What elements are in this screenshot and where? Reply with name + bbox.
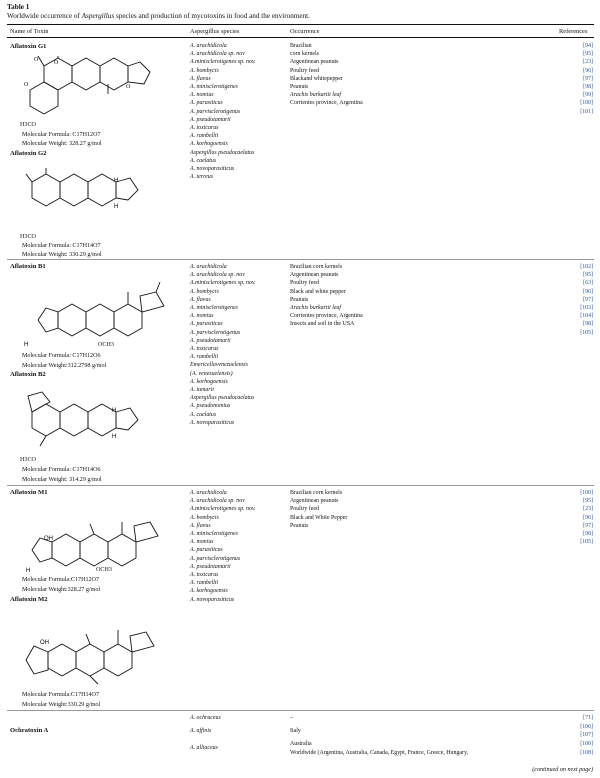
formula-g1: Molecular Formula: C17H12O7 bbox=[22, 132, 101, 138]
occurrence-item: Brazilian corn kernels bbox=[290, 490, 343, 496]
och3-label-g2: H3CO bbox=[20, 234, 36, 240]
continued-note: (continued on next page) bbox=[532, 767, 593, 773]
weight-b1: Molecular Weight:312.2798 g/mol bbox=[22, 363, 107, 369]
reference-link: [96] bbox=[583, 288, 593, 295]
species-item: A. toxicarus bbox=[190, 125, 219, 132]
h-label-b2: H bbox=[112, 408, 117, 414]
species-item: A. tamarii bbox=[190, 387, 214, 394]
occurrence-item: Peanuts bbox=[290, 522, 309, 529]
species-item: A. parvisclerotigenus bbox=[190, 108, 241, 115]
occurrence-item: Argentinean peanuts bbox=[290, 272, 339, 279]
col-header-references: References bbox=[559, 28, 588, 35]
och3-label-b2: H3CO bbox=[20, 457, 36, 463]
reference-link: [96] bbox=[583, 514, 593, 521]
reference-link: [95] bbox=[583, 51, 593, 58]
svg-text:O: O bbox=[126, 84, 131, 90]
ochra-occ-0: – bbox=[290, 715, 293, 721]
weight-g1: Molecular Weight: 328.27 g/mol bbox=[22, 141, 102, 147]
occurrence-item: Arachis burkartii leaf bbox=[290, 92, 342, 99]
occurrence-item: Corrientes province, Argentina bbox=[290, 313, 363, 320]
toxin-name-g2: Aflatoxin G2 bbox=[10, 150, 47, 157]
reference-link: [101] bbox=[580, 108, 593, 115]
species-item: A. flavus bbox=[190, 522, 211, 529]
ochra-occ-2a: Australia bbox=[290, 741, 312, 747]
reference-link: [102] bbox=[580, 264, 593, 270]
och3-label-m1: OCH3 bbox=[96, 567, 112, 573]
ochra-species-0: A. ochraceus bbox=[190, 715, 221, 721]
oh-label-m2: OH bbox=[40, 640, 49, 646]
ochra-occ-2b: Worldwide (Argentina, Australia, Canada, Egypt, France, Greece, Hungary, bbox=[290, 750, 468, 756]
species-item: Aspergillus pseudocaelatus bbox=[190, 149, 255, 156]
svg-text:O: O bbox=[24, 82, 29, 88]
occurrence-item: Peanuts bbox=[290, 296, 309, 303]
species-item: (A. venezuelensis) bbox=[190, 370, 233, 377]
species-item: A. arachidicola bbox=[190, 43, 227, 49]
species-item: A. parvisclerotigenus bbox=[190, 329, 241, 336]
species-item: A. pseudotamarii bbox=[190, 563, 231, 570]
species-item: A. korhogoensis bbox=[190, 588, 228, 595]
species-item: A. pseudonomius bbox=[190, 403, 231, 410]
species-item: A. caelatus bbox=[190, 157, 217, 164]
reference-link: [97] bbox=[583, 296, 593, 303]
reference-link: [23] bbox=[583, 59, 593, 66]
toxin-name-m1: Aflatoxin M1 bbox=[10, 489, 48, 496]
ochra-ref-2a: [100] bbox=[580, 741, 593, 747]
species-item: A. rambellii bbox=[190, 580, 219, 587]
occurrence-list-2 bbox=[290, 263, 363, 329]
species-item: A. toxicarus bbox=[190, 346, 219, 353]
reference-link: [98] bbox=[583, 84, 593, 91]
species-item: A. pseudotamarii bbox=[190, 116, 231, 123]
occurrence-item: Black and White Pepper bbox=[290, 514, 348, 521]
occurrence-item: Brazilian bbox=[290, 43, 312, 49]
reference-link: [98] bbox=[583, 531, 593, 538]
species-list-3 bbox=[190, 489, 256, 604]
structure-aflatoxin-m1 bbox=[10, 504, 170, 574]
reference-link: [98] bbox=[583, 321, 593, 328]
refs-list-1 bbox=[580, 42, 593, 116]
species-item: A. korhogoensis bbox=[190, 141, 228, 148]
ochra-ref-2b: [108] bbox=[580, 750, 593, 756]
reference-link: [105] bbox=[580, 329, 593, 336]
h-label-g2: H bbox=[114, 178, 119, 184]
formula-g2: Molecular Formula: C17H14O7 bbox=[22, 243, 101, 249]
species-item: A. caelatus bbox=[190, 411, 217, 418]
structure-aflatoxin-g1 bbox=[14, 56, 164, 122]
species-item: A. minisclerotigenes bbox=[190, 305, 238, 312]
och3-label-b1: OCH3 bbox=[98, 342, 114, 348]
species-item: A. parasiticus bbox=[190, 547, 223, 554]
weight-g2: Molecular Weight: 330.29 g/mol bbox=[22, 252, 102, 258]
occurrence-item: corn kernels bbox=[290, 51, 319, 58]
svg-text:O: O bbox=[34, 57, 39, 63]
species-list-1 bbox=[190, 42, 256, 181]
refs-list-2 bbox=[580, 263, 593, 337]
occurrence-list-3 bbox=[290, 489, 347, 530]
col-header-toxin: Name of Toxin bbox=[10, 28, 49, 35]
species-item: A. toxicarus bbox=[190, 572, 219, 579]
col-header-occurrence: Occurrence bbox=[290, 28, 320, 35]
reference-link: [99] bbox=[583, 92, 593, 99]
species-item: A. minisclerotigenes bbox=[190, 531, 238, 538]
species-item: A.minisclerotigenes sp. nov. bbox=[190, 280, 256, 287]
structure-aflatoxin-b1 bbox=[10, 276, 170, 348]
species-item: A. parvisclerotigenus bbox=[190, 555, 241, 562]
species-item: A. bombycis bbox=[190, 288, 219, 295]
species-item: A. bombycis bbox=[190, 67, 219, 74]
occurrence-item: Peanuts bbox=[290, 84, 309, 91]
header-rule bbox=[7, 37, 594, 38]
formula-m2: Molecular Formula:C17H14O7 bbox=[22, 692, 100, 698]
ochra-ref-1a: [106] bbox=[580, 724, 593, 730]
species-item: A. parasiticus bbox=[190, 100, 223, 107]
oh-label-m1: OH bbox=[44, 536, 53, 542]
species-item: A. korhogoensis bbox=[190, 378, 228, 385]
occurrence-item: Poultry feed bbox=[290, 67, 319, 74]
species-item: A. nomius bbox=[190, 313, 214, 320]
h-label-b1: H bbox=[24, 342, 29, 348]
occurrence-item: Argentinean peanuts bbox=[290, 498, 339, 505]
ochra-ref-1b: [107] bbox=[580, 732, 593, 738]
occurrence-item: Brazilian corn kernels bbox=[290, 264, 343, 270]
reference-link: [103] bbox=[580, 305, 593, 312]
species-item: A. novoparasiticus bbox=[190, 166, 235, 173]
occurrence-item: Blackand whitepepper bbox=[290, 75, 343, 82]
species-item: A. minisclerotigenes bbox=[190, 84, 238, 91]
h-label-m1: H bbox=[26, 568, 31, 574]
species-item: A. rambellii bbox=[190, 133, 219, 140]
species-item: A. nomius bbox=[190, 539, 214, 546]
toxin-name-ochratoxin-a: Ochratoxin A bbox=[10, 727, 49, 734]
species-item: A. arachidicola bbox=[190, 490, 227, 496]
toxin-name-b1: Aflatoxin B1 bbox=[10, 263, 46, 270]
occurrence-item: Corrientes province, Argentina bbox=[290, 100, 363, 107]
species-item: A. novoparasiticus bbox=[190, 596, 235, 603]
occurrence-item: Poultry feed bbox=[290, 280, 319, 287]
occurrence-item: Black and white pepper bbox=[290, 288, 346, 295]
reference-link: [105] bbox=[580, 539, 593, 546]
reference-link: [100] bbox=[580, 100, 593, 107]
ochra-species-1: A. affinis bbox=[190, 728, 212, 734]
weight-b2: Molecular Weight: 314.29 g/mol bbox=[22, 477, 102, 483]
weight-m1: Molecular Weight:328.27 g/mol bbox=[22, 587, 101, 593]
species-item: A. novoparasiticus bbox=[190, 419, 235, 426]
table-caption bbox=[7, 3, 310, 21]
species-item: A. bombycis bbox=[190, 514, 219, 521]
species-item: A.minisclerotigenes sp. nov. bbox=[190, 506, 256, 513]
reference-link: [97] bbox=[583, 522, 593, 529]
ochra-ref-0: [71] bbox=[583, 715, 593, 721]
table-label: Table 1 bbox=[7, 3, 30, 11]
species-list-2 bbox=[190, 263, 256, 427]
h-label-g2b: H bbox=[114, 204, 119, 210]
weight-m2: Molecular Weight:330.29 g/mol bbox=[22, 702, 101, 708]
reference-link: [95] bbox=[583, 272, 593, 279]
species-item: A. parasiticus bbox=[190, 321, 223, 328]
structure-aflatoxin-m2 bbox=[14, 616, 164, 690]
refs-list-3 bbox=[580, 489, 593, 546]
reference-link: [96] bbox=[583, 67, 593, 74]
svg-text:O: O bbox=[54, 60, 59, 66]
species-item: A. pseudotamarii bbox=[190, 337, 231, 344]
species-item: A. arachidicola sp. nov bbox=[190, 51, 245, 58]
occurrence-item: Insects and soil in the USA bbox=[290, 321, 355, 328]
toxin-name-b2: Aflatoxin B2 bbox=[10, 371, 46, 378]
species-item: A. arachidicola sp. nov bbox=[190, 272, 245, 279]
formula-m1: Molecular Formula:C17H12O7 bbox=[22, 577, 100, 583]
occurrence-item: Arachis burkartii leaf bbox=[290, 305, 342, 312]
reference-link: [95] bbox=[583, 498, 593, 505]
h-label-b2b: H bbox=[112, 434, 117, 440]
reference-link: [104] bbox=[580, 313, 593, 320]
reference-link: [97] bbox=[583, 75, 593, 82]
reference-link: [94] bbox=[583, 43, 593, 49]
species-item: A.minisclerotigenes sp. nov. bbox=[190, 59, 256, 66]
reference-link: [63] bbox=[583, 280, 593, 287]
species-item: A. arachidicola bbox=[190, 264, 227, 270]
caption-text: Worldwide occurrence of Aspergillus species and production of mycotoxins in food and the environment. bbox=[7, 12, 310, 20]
toxin-name-m2: Aflatoxin M2 bbox=[10, 596, 48, 603]
species-item: A. arachidicola sp. nov bbox=[190, 498, 245, 505]
reference-link: [23] bbox=[583, 506, 593, 513]
structure-aflatoxin-b2 bbox=[14, 390, 164, 456]
species-item: Emericellavenezuelensis bbox=[190, 362, 248, 369]
ochra-occ-1: Italy bbox=[290, 728, 301, 734]
reference-link: [100] bbox=[580, 490, 593, 496]
species-item: A. flavus bbox=[190, 75, 211, 82]
species-item: A. flavus bbox=[190, 296, 211, 303]
col-header-species: Aspergillus species bbox=[190, 28, 240, 35]
top-rule bbox=[7, 24, 594, 25]
formula-b1: Molecular Formula: C17H12O6 bbox=[22, 353, 101, 359]
species-item: A. terreus bbox=[190, 174, 214, 181]
species-item: A. nomius bbox=[190, 92, 214, 99]
toxin-name-g1: Aflatoxin G1 bbox=[10, 43, 47, 50]
occurrence-item: Argentinean peanuts bbox=[290, 59, 339, 66]
och3-label-g1: H3CO bbox=[20, 122, 36, 128]
structure-aflatoxin-g2 bbox=[10, 168, 160, 228]
occurrence-list-1 bbox=[290, 42, 363, 108]
species-item: A. rambellii bbox=[190, 354, 219, 361]
formula-b2: Molecular Formula: C17H14O6 bbox=[22, 467, 101, 473]
ochra-species-2: A. alliaceus bbox=[190, 745, 218, 751]
species-item: Aspergillus pseudocaelatus bbox=[190, 395, 255, 402]
occurrence-item: Poultry feed bbox=[290, 506, 319, 513]
